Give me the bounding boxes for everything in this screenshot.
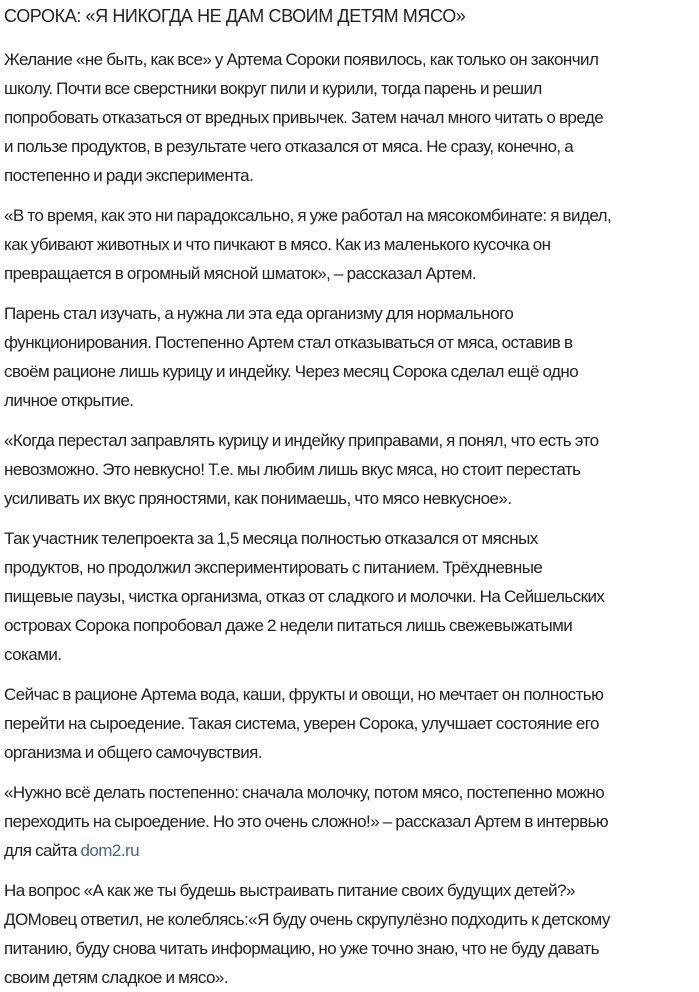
paragraph-line: продуктов, но продолжил экспериментировать с питанием. Трёхдневные xyxy=(4,558,543,577)
paragraph-line: Парень стал изучать, а нужна ли эта еда организму для нормального xyxy=(4,304,514,323)
paragraph-line: На вопрос «А как же ты будешь выстраивать питание своих будущих детей?» xyxy=(4,881,575,900)
paragraph-line: школу. Почти все сверстники вокруг пили и курили, тогда парень и решил xyxy=(4,79,542,98)
paragraph-line: «Нужно всё делать постепенно: сначала молочку, потом мясо, постепенно можно xyxy=(4,783,605,802)
link-prefix-text: для сайта xyxy=(4,841,81,860)
paragraph-2-quote xyxy=(4,201,611,288)
paragraph-4-quote xyxy=(4,426,598,513)
paragraph-line: Так участник телепроекта за 1,5 месяца полностью отказался от мясных xyxy=(4,529,538,548)
paragraph-line: постепенно и ради эксперимента. xyxy=(4,166,254,185)
paragraph-line: своим детям сладкое и мясо». xyxy=(4,968,229,987)
paragraph-line: как убивают животных и что пичкают в мясо. Как из маленького кусочка он xyxy=(4,235,551,254)
paragraph-line: и пользе продуктов, в результате чего отказался от мяса. Не сразу, конечно, а xyxy=(4,137,574,156)
paragraph-1 xyxy=(4,45,603,190)
paragraph-line: соками. xyxy=(4,645,62,664)
paragraph-line: пищевые паузы, чистка организма, отказ от сладкого и молочки. На Сейшельских xyxy=(4,587,605,606)
paragraph-line: ДОМовец ответил, не колеблясь:«Я буду очень скрупулёзно подходить к детскому xyxy=(4,910,610,929)
paragraph-line: личное открытие. xyxy=(4,391,134,410)
paragraph-line: превращается в огромный мясной шматок», – рассказал Артем. xyxy=(4,264,477,283)
paragraph-line: организма и общего самочувствия. xyxy=(4,743,262,762)
paragraph-line: Сейчас в рационе Артема вода, каши, фрукты и овощи, но мечтает он полностью xyxy=(4,685,604,704)
paragraph-line: «В то время, как это ни парадоксально, я уже работал на мясокомбинате: я видел, xyxy=(4,206,612,225)
paragraph-line: Желание «не быть, как все» у Артема Сороки появилось, как только он закончил xyxy=(4,50,599,69)
paragraph-line: питанию, буду снова читать информацию, но уже точно знаю, что не буду давать xyxy=(4,939,599,958)
paragraph-6 xyxy=(4,680,603,767)
dom2-link[interactable]: dom2.ru xyxy=(80,841,140,860)
paragraph-line: «Когда перестал заправлять курицу и индейку приправами, я понял, что есть это xyxy=(4,431,599,450)
paragraph-line: островах Сорока попробовал даже 2 недели питаться лишь свежевыжатыми xyxy=(4,616,573,635)
paragraph-8 xyxy=(4,876,610,992)
paragraph-line: невозможно. Это невкусно! Т.е. мы любим лишь вкус мяса, но стоит перестать xyxy=(4,460,581,479)
article-title: СОРОКА: «Я НИКОГДА НЕ ДАМ СВОИМ ДЕТЯМ МЯСО» xyxy=(4,6,466,26)
paragraph-line: функционирования. Постепенно Артем стал отказываться от мяса, оставив в xyxy=(4,333,573,352)
paragraph-5 xyxy=(4,524,604,669)
paragraph-line: попробовать отказаться от вредных привычек. Затем начал много читать о вреде xyxy=(4,108,604,127)
paragraph-line-with-link xyxy=(4,836,608,865)
paragraph-line: своём рационе лишь курицу и индейку. Через месяц Сорока сделал ещё одно xyxy=(4,362,579,381)
paragraph-line: усиливать их вкус пряностями, как понимаешь, что мясо невкусное». xyxy=(4,489,512,508)
paragraph-7-quote xyxy=(4,778,608,865)
paragraph-3 xyxy=(4,299,578,415)
paragraph-line: переходить на сыроедение. Но это очень сложно!» – рассказал Артем в интервью xyxy=(4,812,609,831)
paragraph-line: перейти на сыроедение. Такая система, уверен Сорока, улучшает состояние его xyxy=(4,714,599,733)
